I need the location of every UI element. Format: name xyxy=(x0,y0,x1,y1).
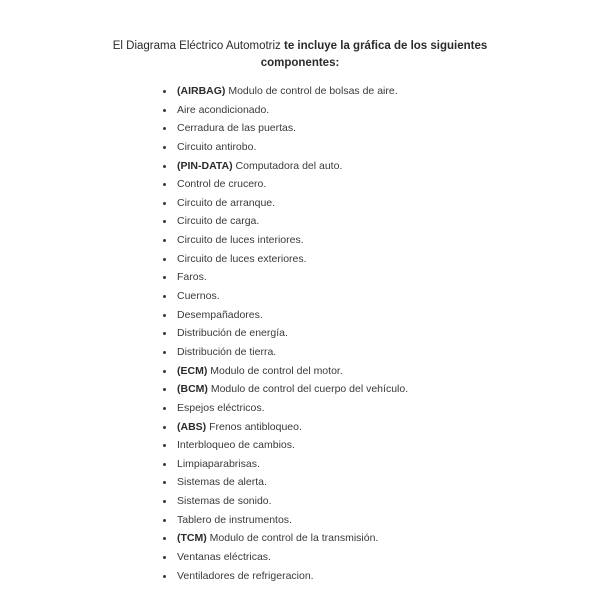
bullet-icon xyxy=(163,239,166,242)
component-name: Control de crucero. xyxy=(177,178,267,191)
bullet-icon xyxy=(163,426,166,429)
list-item xyxy=(160,362,408,381)
bullet-icon xyxy=(163,444,166,447)
list-item xyxy=(160,212,408,231)
component-name: Interbloqueo de cambios. xyxy=(177,439,295,452)
bullet-icon xyxy=(163,314,166,317)
component-code: (ABS) xyxy=(177,420,207,433)
list-item xyxy=(160,231,408,250)
bullet-icon xyxy=(163,127,166,130)
list-item xyxy=(160,250,408,269)
bullet-icon xyxy=(163,332,166,335)
component-name: Computadora del auto. xyxy=(235,159,343,172)
components-list xyxy=(160,82,408,585)
list-item xyxy=(160,82,408,101)
intro-bold-text: te incluye la gráfica de los siguientes componentes: xyxy=(260,40,488,69)
component-code: (AIRBAG) xyxy=(177,85,226,97)
list-item xyxy=(160,529,408,548)
bullet-icon xyxy=(163,183,166,186)
list-item xyxy=(160,399,408,418)
intro-paragraph xyxy=(100,38,500,72)
component-code: (ECM) xyxy=(177,364,208,377)
list-item xyxy=(160,511,408,530)
bullet-icon xyxy=(163,537,166,540)
bullet-icon xyxy=(163,276,166,279)
component-name: Faros. xyxy=(177,271,207,284)
list-item xyxy=(160,101,408,120)
intro-text: El Diagrama Eléctrico Automotriz xyxy=(112,40,281,52)
component-name: Limpiaparabrisas. xyxy=(177,457,260,470)
component-name: Sistemas de alerta. xyxy=(177,476,267,489)
list-item xyxy=(160,268,408,287)
component-name: Circuito de carga. xyxy=(177,215,260,228)
list-item xyxy=(160,157,408,176)
bullet-icon xyxy=(163,351,166,354)
list-item xyxy=(160,306,408,325)
component-name: Modulo de control de la transmisión. xyxy=(209,532,379,545)
bullet-icon xyxy=(163,500,166,503)
list-item xyxy=(160,175,408,194)
component-name: Desempañadores. xyxy=(177,308,263,321)
list-item xyxy=(160,436,408,455)
bullet-icon xyxy=(163,165,166,168)
bullet-icon xyxy=(163,575,166,578)
list-item xyxy=(160,455,408,474)
component-name: Circuito antirobo. xyxy=(177,140,257,153)
component-code: (BCM) xyxy=(177,383,208,396)
bullet-icon xyxy=(163,109,166,112)
component-name: Circuito de luces interiores. xyxy=(177,234,304,247)
list-item xyxy=(160,380,408,399)
component-name: Modulo de control de bolsas de aire. xyxy=(228,85,398,97)
component-name: Cerradura de las puertas. xyxy=(177,122,297,135)
bullet-icon xyxy=(163,519,166,522)
bullet-icon xyxy=(163,556,166,559)
bullet-icon xyxy=(163,202,166,205)
bullet-icon xyxy=(163,220,166,223)
component-name: Sistemas de sonido. xyxy=(177,495,272,508)
list-item xyxy=(160,473,408,492)
list-item xyxy=(160,343,408,362)
component-name: Ventiladores de refrigeracion. xyxy=(177,569,314,582)
component-name: Distribución de tierra. xyxy=(177,345,277,358)
list-item xyxy=(160,119,408,138)
list-item xyxy=(160,492,408,511)
component-name: Espejos eléctricos. xyxy=(177,401,265,414)
list-item xyxy=(160,194,408,213)
list-item xyxy=(160,548,408,567)
bullet-icon xyxy=(163,407,166,410)
list-item xyxy=(160,567,408,586)
list-item xyxy=(160,324,408,343)
bullet-icon xyxy=(163,258,166,261)
component-name: Aire acondicionado. xyxy=(177,103,270,116)
list-item xyxy=(160,418,408,437)
component-name: Cuernos. xyxy=(177,290,220,303)
component-name: Circuito de arranque. xyxy=(177,196,276,209)
component-name: Circuito de luces exteriores. xyxy=(177,252,307,265)
bullet-icon xyxy=(163,463,166,466)
list-item xyxy=(160,138,408,157)
component-code: (PIN-DATA) xyxy=(177,159,233,172)
component-name: Distribución de energía. xyxy=(177,327,288,340)
bullet-icon xyxy=(163,295,166,298)
bullet-icon xyxy=(163,481,166,484)
list-item xyxy=(160,287,408,306)
component-name: Ventanas eléctricas. xyxy=(177,551,271,564)
component-name: Modulo de control del motor. xyxy=(210,364,343,377)
component-name: Modulo de control del cuerpo del vehículo. xyxy=(210,383,409,396)
component-name: Frenos antibloqueo. xyxy=(209,420,302,433)
bullet-icon xyxy=(163,146,166,149)
bullet-icon xyxy=(163,90,166,93)
bullet-icon xyxy=(163,370,166,373)
bullet-icon xyxy=(163,388,166,391)
component-code: (TCM) xyxy=(177,532,207,545)
component-name: Tablero de instrumentos. xyxy=(177,513,292,526)
